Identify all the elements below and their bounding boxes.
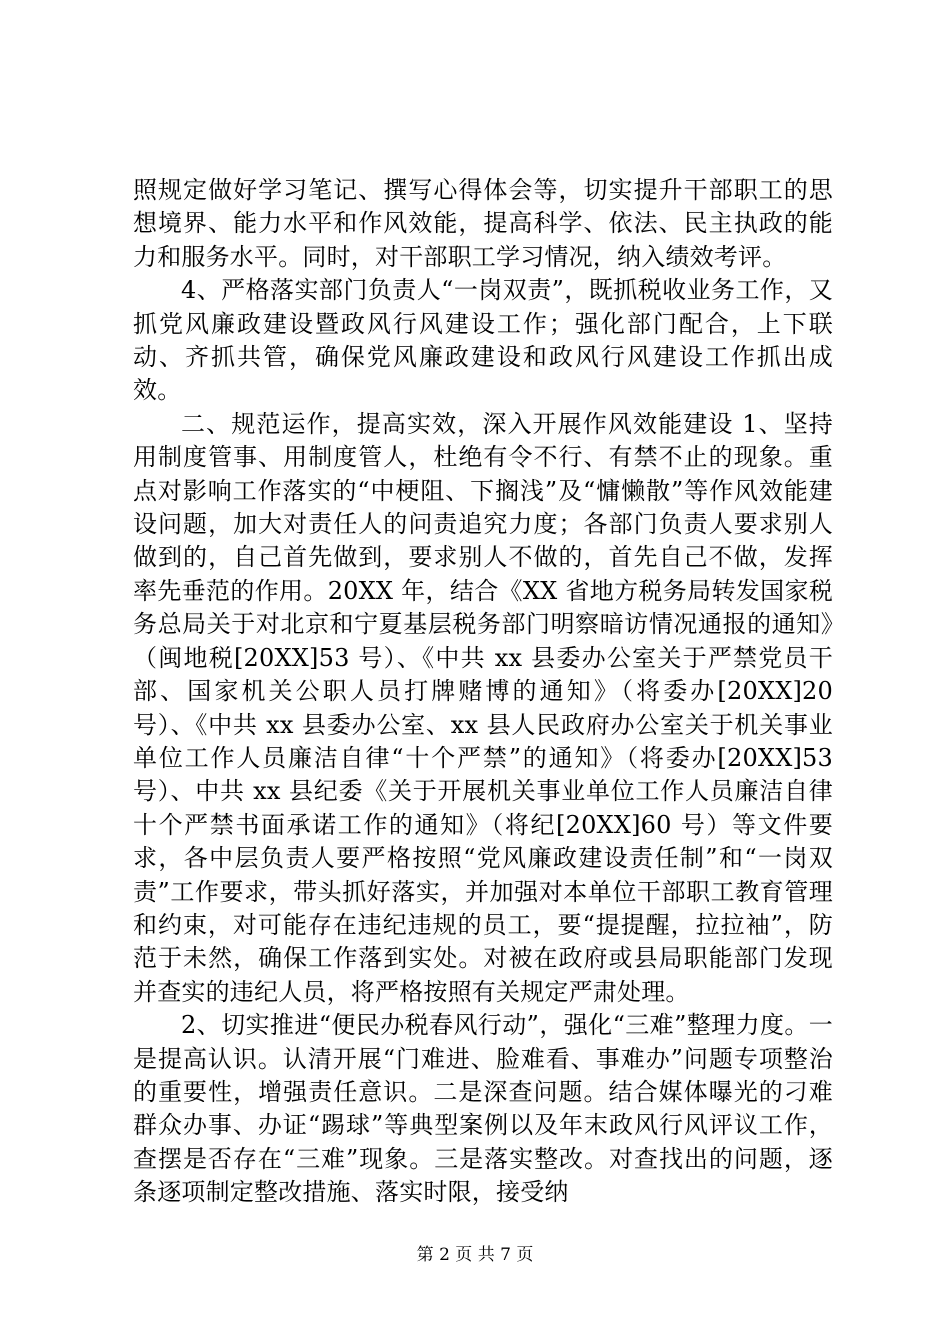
paragraph-item-2: 2、切实推进“便民办税春风行动”，强化“三难”整理力度。一是提高认识。认清开展“门难进、脸难看、事难办”问题专项整治的重要性，增强责任意识。二是深查问题。结合媒体曝光的刁难群众办事、办证“踢球”等典型案例以及年末政风行风评议工作，查摆是否存在“三难”现象。三是落实整改。对查找出的问题，逐条逐项制定整改措施、落实时限，接受纳 — [133, 1011, 833, 1207]
page-footer: 第 2 页 共 7 页 — [416, 1245, 534, 1265]
document-body — [133, 174, 833, 1210]
paragraph-item-4: 4、严格落实部门负责人“一岗双责”，既抓税收业务工作，又抓党风廉政建设暨政风行风建设工作；强化部门配合，上下联动、齐抓共管，确保党风廉政建设和政风行风建设工作抓出成效。 — [133, 276, 833, 405]
paragraph-section-2: 二、规范运作，提高实效，深入开展作风效能建设 1、坚持用制度管事、用制度管人，杜绝有令不行、有禁不止的现象。重点对影响工作落实的“中梗阻、下搁浅”及“慵懒散”等作风效能建设问题，加大对责任人的问责追究力度；各部门负责人要求别人做到的，自己首先做到，要求别人不做的，首先自己不做，发挥率先垂范的作用。20XX 年，结合《XX 省地方税务局转发国家税务总局关于对北京和宁夏基层税务部门明察暗访情况通报的通知》（闽地税[20XX]53 号）、《中共 xx 县委办公室关于严禁党员干部、国家机关公职人员打牌赌博的通知》（将委办[20XX]20 号）、《中共 xx 县委办公室、xx 县人民政府办公室关于机关事业单位工作人员廉洁自律“十个严禁”的通知》（将委办[20XX]53 号）、中共 xx 县纪委《关于开展机关事业单位工作人员廉洁自律十个严禁书面承诺工作的通知》（将纪[20XX]60 号）等文件要求，各中层负责人要严格按照“党风廉政建设责任制”和“一岗双责”工作要求，带头抓好落实，并加强对本单位干部职工教育管理和约束，对可能存在违纪违规的员工，要“提提醒，拉拉袖”，防范于未然，确保工作落到实处。对被在政府或县局职能部门发现并查实的违纪人员，将严格按照有关规定严肃处理。 — [133, 409, 833, 1006]
paragraph-continuation: 照规定做好学习笔记、撰写心得体会等，切实提升干部职工的思想境界、能力水平和作风效能，提高科学、依法、民主执政的能力和服务水平。同时，对干部职工学习情况，纳入绩效考评。 — [133, 176, 833, 271]
